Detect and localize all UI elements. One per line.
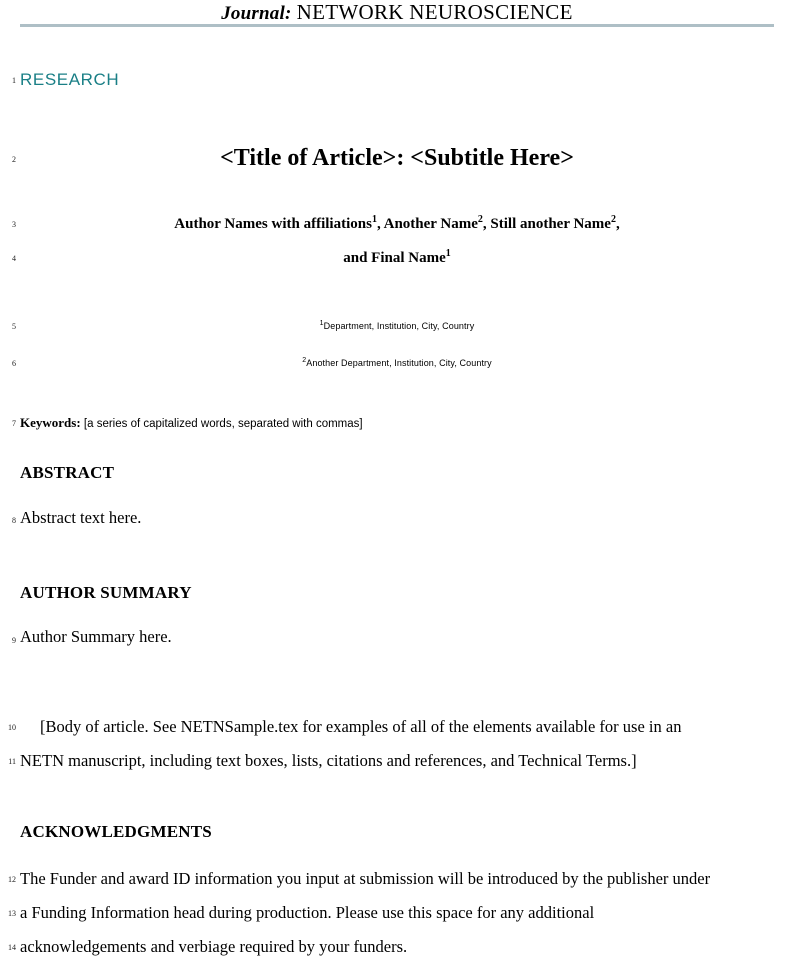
line-number: 4 (12, 254, 16, 263)
article-title: <Title of Article>: <Subtitle Here> (220, 145, 574, 171)
keywords-label: Keywords: (20, 415, 81, 430)
affiliation-2: $^2$Another Department, Institution, City, Country (302, 357, 492, 368)
masthead-journal-word: Journal: (221, 3, 292, 24)
article-type-label: RESEARCH (20, 70, 120, 89)
line-number: 9 (12, 636, 16, 645)
line-number: 14 (8, 943, 16, 952)
abstract-heading: ABSTRACT (20, 463, 115, 482)
line-number: 2 (12, 155, 16, 164)
line-number: 6 (12, 359, 16, 368)
journal-masthead (0, 0, 794, 25)
acknowledgments-heading: ACKNOWLEDGMENTS (20, 822, 212, 841)
line-number: 13 (8, 909, 16, 918)
line-number: 10 (8, 723, 16, 732)
masthead-line (0, 0, 794, 25)
affiliation-1: $^1$Department, Institution, City, Country (319, 320, 475, 331)
masthead-divider (20, 24, 774, 27)
abstract-paragraph: Abstract text here. (20, 508, 142, 527)
line-number: 5 (12, 322, 16, 331)
acknowledgments-line-2: a Funding Information head during production. Please use this space for any additional (20, 903, 595, 922)
keywords-text: [a series of capitalized words, separated with commas] (83, 418, 363, 430)
author-summary-paragraph: Author Summary here. (20, 627, 172, 646)
author-line-1: Author Names with affiliations$^1$, Another Name$^2$, Still another Name$^2$, (174, 214, 620, 232)
masthead-journal-name: NETWORK NEUROSCIENCE (296, 0, 573, 24)
line-number: 7 (12, 419, 16, 428)
line-number: 11 (8, 757, 16, 766)
line-number: 12 (8, 875, 16, 884)
body-line-2: NETN manuscript, including text boxes, lists, citations and references, and Technical Terms.] (20, 751, 637, 770)
acknowledgments-line-3: acknowledgements and verbiage required by your funders. (20, 937, 408, 956)
line-number: 3 (12, 220, 16, 229)
author-summary-heading: AUTHOR SUMMARY (20, 583, 192, 602)
line-number: 1 (12, 76, 16, 85)
acknowledgments-line-1: The Funder and award ID information you input at submission will be introduced by the publisher under (20, 869, 711, 888)
body-line-1: [Body of article. See NETNSample.tex for examples of all of the elements available for use in an (40, 717, 682, 736)
author-line-2: and Final Name$^1$ (343, 248, 451, 266)
keywords-row (20, 415, 774, 431)
line-number: 8 (12, 516, 16, 525)
